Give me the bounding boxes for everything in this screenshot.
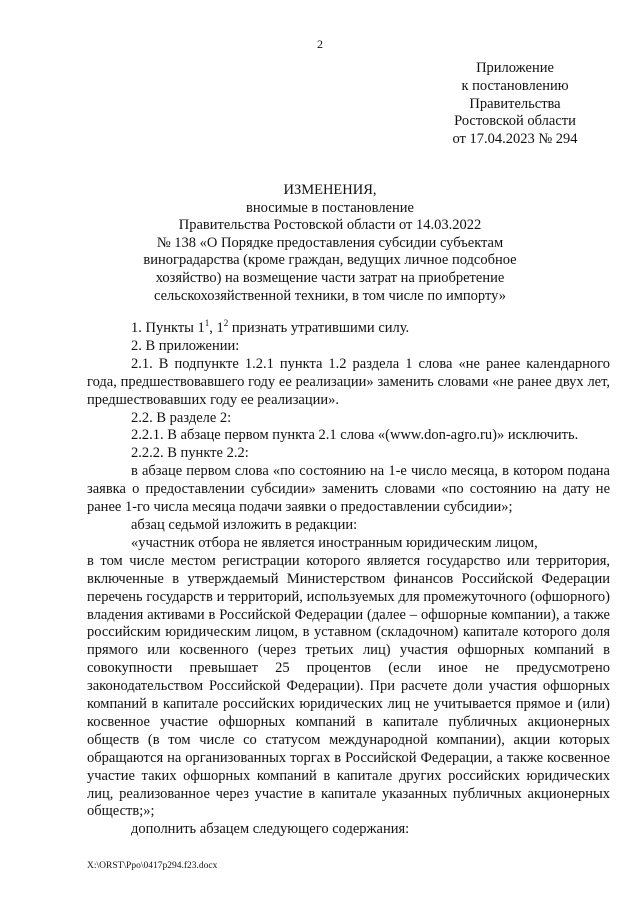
- p1-sup-2: 2: [223, 318, 229, 328]
- file-path-footer: X:\ORST\Ppo\0417p294.f23.docx: [87, 861, 218, 871]
- paragraph-2-1: 2.1. В подпункте 1.2.1 пункта 1.2 раздела 1 слова «не ранее календарного года, предшествовавшего году ее реализации» заменить словами «не ранее двух лет, предшествовавших году ее реализации».: [87, 355, 610, 408]
- paragraph-2-2-1: 2.2.1. В абзаце первом пункта 2.1 слова «(www.don-agro.ru)» исключить.: [131, 427, 579, 444]
- appendix-header: [420, 60, 610, 149]
- paragraph-2: 2. В приложении:: [131, 337, 240, 354]
- appendix-line: от 17.04.2023 № 294: [452, 131, 578, 148]
- paragraph-2-2-2: 2.2.2. В пункте 2.2:: [131, 445, 249, 462]
- quote-first-line: «участник отбора не является иностранным юридическим лицом,: [131, 534, 538, 551]
- title-line: вносимые в постановление: [246, 199, 414, 216]
- page-number: 2: [317, 37, 323, 51]
- p1-suffix: признать утратившими силу.: [228, 320, 410, 336]
- appendix-line: Приложение: [476, 60, 554, 76]
- title-line: № 138 «О Порядке предоставления субсидии субъектам: [156, 234, 504, 251]
- paragraph-2-2: 2.2. В разделе 2:: [131, 409, 232, 426]
- document-body: [87, 320, 610, 839]
- quote-body: в том числе местом регистрации которого является государство или территория, включенные в утверждаемый Министерством финансов Российской Федерации перечень государств и территорий, используемых для промежуточного (офшорного) владения активами в Российской Федерации (далее – офшорные компании), а также российским юридическим лицом, в уставном (складочном) капитале которого доля прямого или косвенного (через третьих лиц) участия офшорных компаний в совокупности превышает 25 процентов (если иное не предусмотрено законодательством Российской Федерации). При расчете доли участия офшорных компаний в капитале российских юридических лиц не учитывается прямое и (или) косвенное участие офшорных компаний в капитале публичных акционерных обществ (в том числе со статусом международной компании), акции которых обращаются на организованных торгах в Российской Федерации, а также косвенное участие таких офшорных компаний в капитале других российских юридических лиц, реализованное через участие в капитале указанных публичных акционерных обществ;»;: [87, 552, 610, 820]
- p1-prefix: 1. Пункты 1: [131, 320, 205, 336]
- title-line: сельскохозяйственной техники, в том числе по импорту»: [154, 287, 506, 304]
- appendix-line: Ростовской области: [454, 113, 576, 130]
- p1-sup-1: 1: [204, 318, 210, 328]
- title-line: Правительства Ростовской области от 14.03.2022: [178, 217, 482, 234]
- document-title: [80, 182, 580, 305]
- paragraph-first-abzac: в абзаце первом слова «по состоянию на 1-е число месяца, в котором подана заявка о предоставлении субсидии» заменить словами «по состоянию на дату не ранее 1-го числа месяца подачи заявки о предоставлении субсидии»;: [87, 463, 610, 516]
- appendix-line: к постановлению: [461, 77, 569, 94]
- paragraph-add: дополнить абзацем следующего содержания:: [131, 821, 410, 838]
- paragraph-1: [87, 320, 610, 338]
- title-line: виноградарства (кроме граждан, ведущих личное подсобное: [143, 252, 517, 269]
- appendix-line: Правительства: [469, 95, 561, 112]
- title-line: хозяйство) на возмещение части затрат на приобретение: [155, 269, 505, 286]
- p1-mid: , 1: [209, 320, 224, 336]
- title-line: ИЗМЕНЕНИЯ,: [283, 182, 377, 198]
- paragraph-seventh-abzac: абзац седьмой изложить в редакции:: [131, 516, 358, 533]
